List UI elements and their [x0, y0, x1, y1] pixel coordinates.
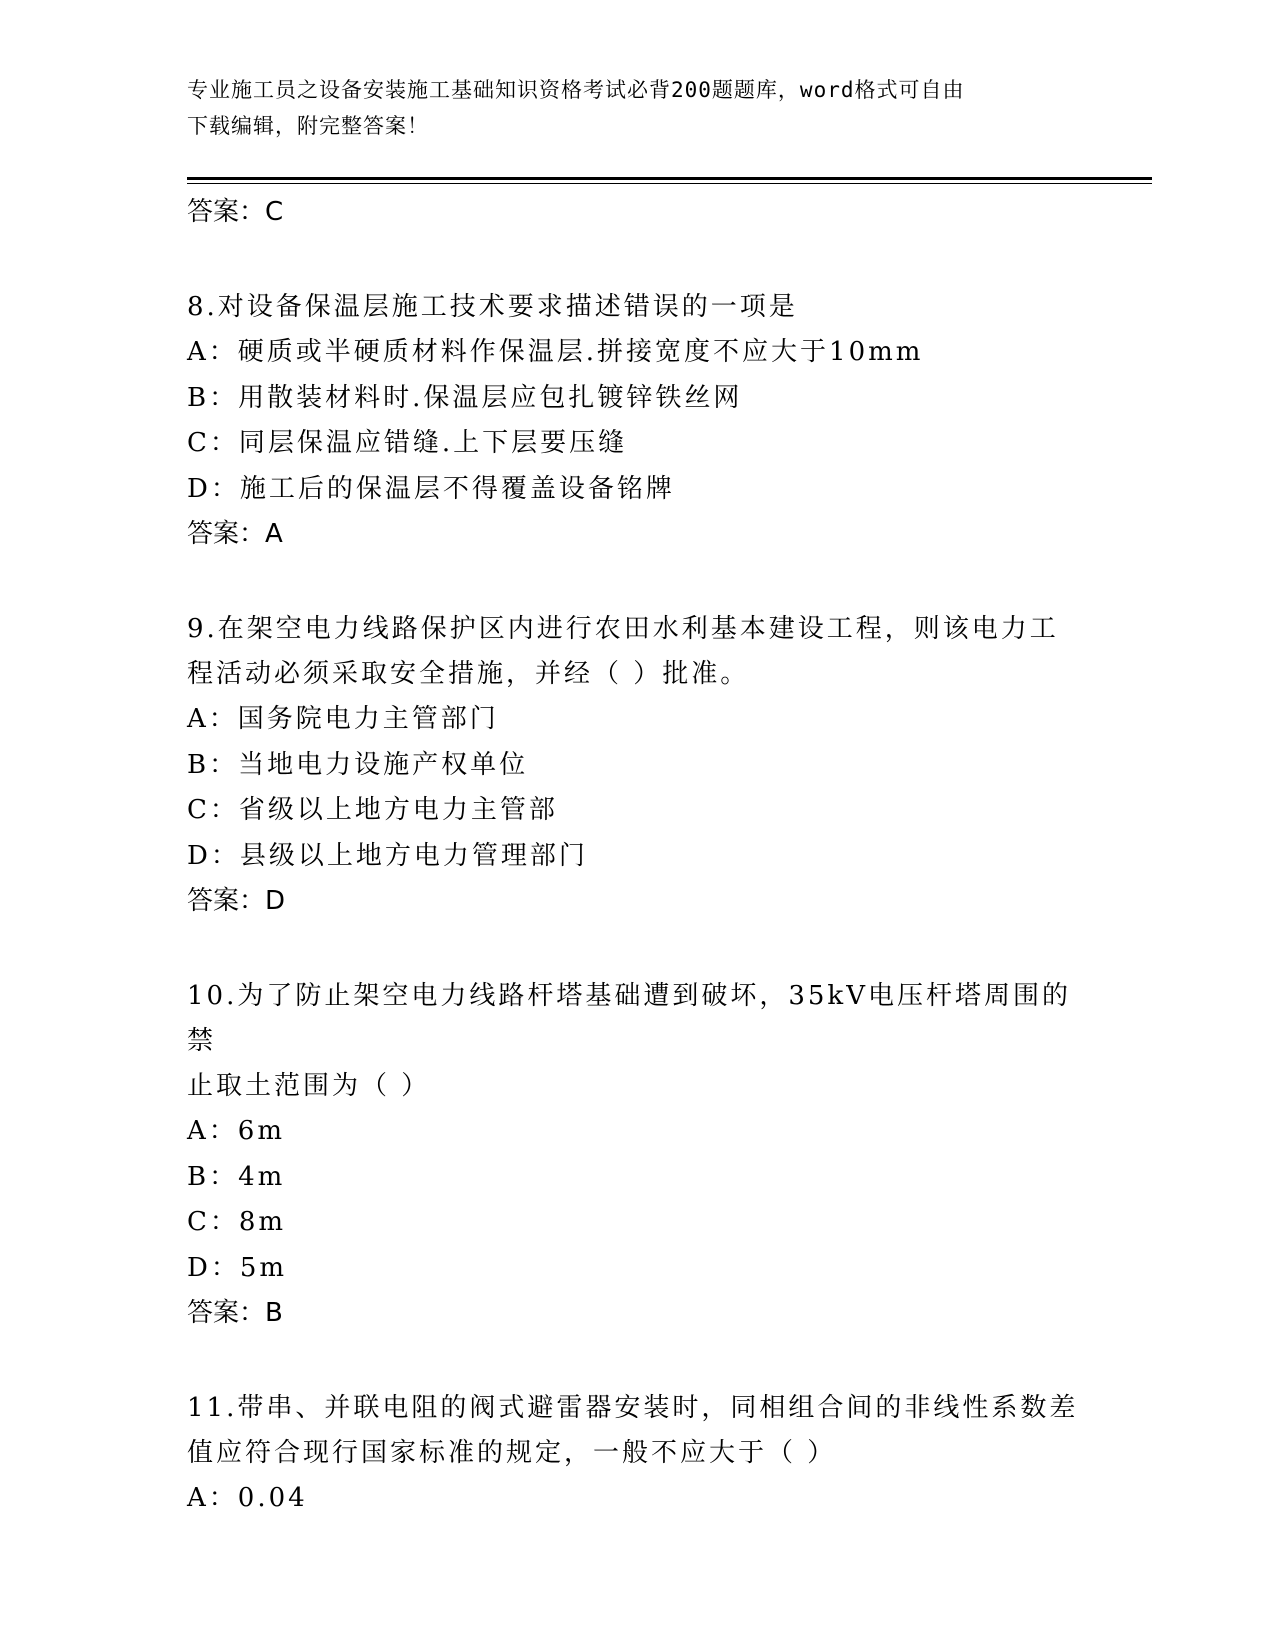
header-rule-thin	[187, 183, 1152, 184]
option-a: A：6m	[187, 1116, 285, 1146]
header-line-2: 下载编辑，附完整答案！	[187, 114, 429, 138]
header-line-1: 专业施工员之设备安装施工基础知识资格考试必背200题题库，word格式可自由	[187, 78, 965, 102]
option-a: A：硬质或半硬质材料作保温层.拼接宽度不应大于10mm	[187, 337, 924, 367]
question-list	[187, 190, 1087, 1522]
question-stem-line-1: 10.为了防止架空电力线路杆塔基础遭到破坏，35kV电压杆塔周围的禁	[187, 981, 1071, 1056]
question-stem	[187, 1386, 1087, 1476]
question-stem-line-2: 程活动必须采取安全措施，并经（ ）批准。	[187, 659, 750, 689]
question-10	[187, 974, 1087, 1333]
answer: 答案：A	[187, 519, 283, 549]
question-stem: 8.对设备保温层施工技术要求描述错误的一项是	[187, 292, 798, 322]
question-stem-line-1: 9.在架空电力线路保护区内进行农田水利基本建设工程，则该电力工	[187, 614, 1059, 644]
question-8	[187, 285, 1087, 554]
option-b: B：当地电力设施产权单位	[187, 749, 529, 780]
question-stem-line-2: 值应符合现行国家标准的规定，一般不应大于（ ）	[187, 1438, 837, 1468]
option-a: A：0.04	[187, 1483, 308, 1513]
option-d: D：5m	[187, 1252, 288, 1283]
option-c: C：省级以上地方电力主管部	[187, 795, 558, 825]
document-header	[187, 72, 1067, 144]
answer-previous: 答案：C	[187, 197, 284, 227]
answer: 答案：B	[187, 1298, 283, 1328]
option-b: B：4m	[187, 1161, 286, 1192]
option-b: B：用散装材料时.保温层应包扎镀锌铁丝网	[187, 382, 743, 413]
option-a: A：国务院电力主管部门	[187, 704, 499, 734]
option-d: D：县级以上地方电力管理部门	[187, 840, 588, 871]
question-11	[187, 1386, 1087, 1522]
answer: 答案：D	[187, 886, 286, 916]
option-c: C：8m	[187, 1207, 287, 1237]
question-stem	[187, 607, 1087, 697]
question-9	[187, 607, 1087, 921]
question-stem-line-2: 止取土范围为（ ）	[187, 1071, 431, 1101]
header-rule-thick	[187, 177, 1152, 180]
question-stem	[187, 974, 1087, 1109]
question-stem-line-1: 11.带串、并联电阻的阀式避雷器安装时，同相组合间的非线性系数差	[187, 1393, 1079, 1423]
option-d: D：施工后的保温层不得覆盖设备铭牌	[187, 473, 675, 504]
option-c: C：同层保温应错缝.上下层要压缝	[187, 428, 628, 458]
